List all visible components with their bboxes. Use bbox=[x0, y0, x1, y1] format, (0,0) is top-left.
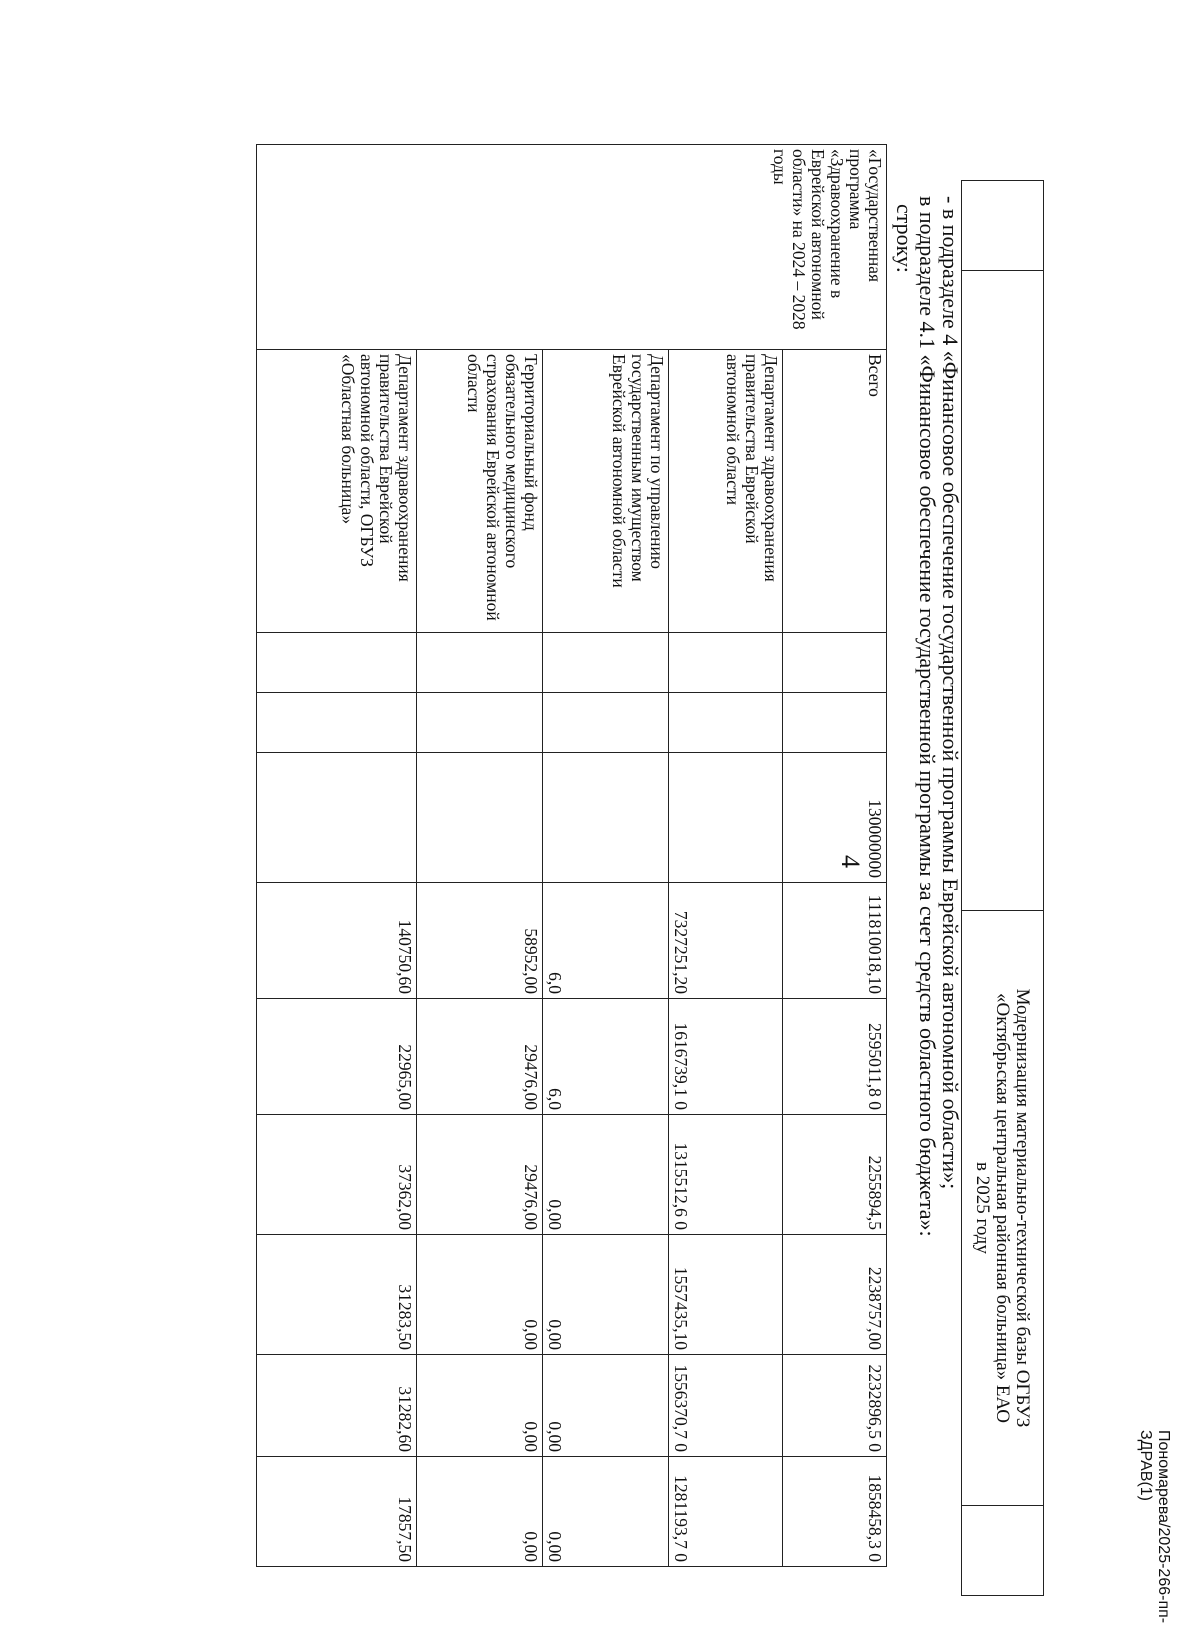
header-title-line: Модернизация материально-технической базы ОГБУЗ bbox=[1012, 988, 1034, 1428]
empty-cell bbox=[669, 753, 783, 883]
cell-value: 0,00 bbox=[543, 1235, 669, 1355]
empty-cell bbox=[257, 753, 417, 883]
cell-value: 0,00 bbox=[417, 1235, 543, 1355]
header-cell-empty bbox=[962, 181, 1044, 271]
cell-value: 6,0 bbox=[543, 883, 669, 999]
header-cell-empty bbox=[962, 271, 1044, 911]
cell-value: 31283,50 bbox=[257, 1235, 417, 1355]
cell-value: 111810018,10 bbox=[783, 883, 887, 999]
header-title-line: «Октябрьская центральная районная больница» ЕАО bbox=[992, 993, 1014, 1423]
empty-cell bbox=[543, 633, 669, 693]
cell-value: 0,00 bbox=[417, 1355, 543, 1457]
row-label: Всего bbox=[783, 350, 887, 633]
cell-value: 0,00 bbox=[417, 1457, 543, 1567]
intro-text bbox=[893, 196, 962, 1646]
empty-cell bbox=[417, 633, 543, 693]
cell-value: 2595011,8 0 bbox=[783, 999, 887, 1115]
row-label: Департамент здравоохранения правительства Еврейской автономной области bbox=[669, 350, 783, 633]
intro-line: в подразделе 4.1 «Финансовое обеспечение государственной программы за счет средств областного бюджета»: bbox=[915, 196, 940, 1237]
cell-value: 0,00 bbox=[543, 1115, 669, 1235]
cell-value: 3128​2,60 bbox=[257, 1355, 417, 1457]
cell-value: 130000000 bbox=[783, 753, 887, 883]
intro-line: строку: bbox=[892, 204, 917, 273]
empty-cell bbox=[257, 633, 417, 693]
cell-value: 1858458,3 0 bbox=[783, 1457, 887, 1567]
empty-cell bbox=[669, 633, 783, 693]
empty-cell bbox=[543, 753, 669, 883]
cell-value: 6,0 bbox=[543, 999, 669, 1115]
cell-value: 1557435,10 bbox=[669, 1235, 783, 1355]
row-label: Департамент здравоохранения правительства Еврейской автономной области, ОГБУЗ «Областная больница» bbox=[257, 350, 417, 633]
cell-value: 7327251,20 bbox=[669, 883, 783, 999]
cell-value: 1281193,7 0 bbox=[669, 1457, 783, 1567]
page-number: 4 bbox=[836, 855, 865, 868]
header-cell-empty bbox=[962, 1506, 1044, 1596]
header-title-line: в 2025 году bbox=[972, 1162, 994, 1254]
footer-reference: Пономарева/2025-266-пп-ЗДРАВ(1) bbox=[1137, 1430, 1172, 1624]
row-label: Департамент по управлению государственным имуществом Еврейской автономной области bbox=[543, 350, 669, 633]
cell-value: 17857,50 bbox=[257, 1457, 417, 1567]
cell-value: 29476,00 bbox=[417, 1115, 543, 1235]
cell-value: 1315512,6 0 bbox=[669, 1115, 783, 1235]
row-label: Территориальный фонд обязательного медицинского страхования Еврейской автономной области bbox=[417, 350, 543, 633]
cell-value: 0,00 bbox=[543, 1355, 669, 1457]
cell-value: 22965,00 bbox=[257, 999, 417, 1115]
cell-value: 140750,60 bbox=[257, 883, 417, 999]
cell-value: 2255894,5 bbox=[783, 1115, 887, 1235]
program-name-cell: «Государственная программа «Здравоохранение в Еврейской автономной области» на 2024 – 2028 годы bbox=[257, 145, 887, 350]
empty-cell bbox=[669, 693, 783, 753]
empty-cell bbox=[257, 693, 417, 753]
empty-cell bbox=[783, 633, 887, 693]
cell-value: 37362,00 bbox=[257, 1115, 417, 1235]
cell-value: 29476,00 bbox=[417, 999, 543, 1115]
financing-table bbox=[256, 144, 887, 1567]
empty-cell bbox=[783, 693, 887, 753]
empty-cell bbox=[543, 693, 669, 753]
cell-value: 1616739,1 0 bbox=[669, 999, 783, 1115]
cell-value: 1556370,7 0 bbox=[669, 1355, 783, 1457]
header-table bbox=[961, 180, 1044, 1596]
intro-line: - в подразделе 4 «Финансовое обеспечение государственной программы Еврейской автономной области»; bbox=[938, 196, 963, 1190]
cell-value: 2232896,5 0 bbox=[783, 1355, 887, 1457]
cell-value: 2238757,00 bbox=[783, 1235, 887, 1355]
empty-cell bbox=[417, 753, 543, 883]
cell-value: 0,00 bbox=[543, 1457, 669, 1567]
cell-value: 58952,00 bbox=[417, 883, 543, 999]
empty-cell bbox=[417, 693, 543, 753]
header-title bbox=[962, 911, 1044, 1506]
